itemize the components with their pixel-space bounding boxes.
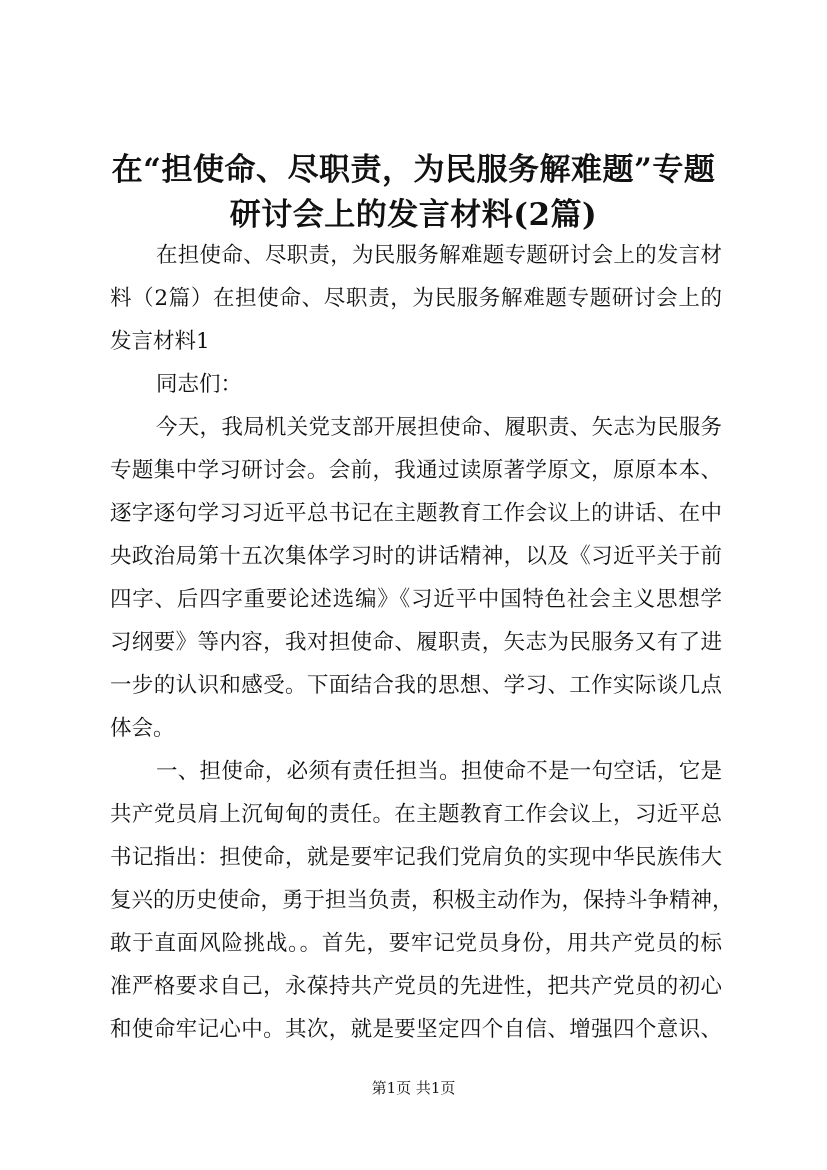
body-line: 敢于直面风险挑战。。首先，要牢记党员身份，用共产党员的标	[110, 931, 722, 956]
body-line: 今天，我局机关党支部开展担使命、履职责、矢志为民服务	[156, 415, 722, 440]
body-line: 逐字逐句学习习近平总书记在主题教育工作会议上的讲话、在中	[110, 501, 722, 526]
body-line: 复兴的历史使命，勇于担当负责，积极主动作为，保持斗争精神，	[110, 888, 734, 913]
document-body	[110, 234, 734, 1051]
title-line-1: 在“担使命、尽职责，为民服务解难题”专题	[111, 152, 716, 188]
body-line: 和使命牢记心中。其次，就是要坚定四个自信、增强四个意识、	[110, 1017, 722, 1042]
body-line: 一步的认识和感受。下面结合我的思想、学习、工作实际谈几点	[110, 673, 722, 698]
body-line: 四字、后四字重要论述选编》《习近平中国特色社会主义思想学	[110, 587, 722, 612]
body-line: 一、担使命，必须有责任担当。担使命不是一句空话，它是	[156, 759, 722, 784]
body-line: 书记指出：担使命，就是要牢记我们党肩负的实现中华民族伟大	[110, 845, 722, 870]
body-line: 专题集中学习研讨会。会前，我通过读原著学原文，原原本本、	[110, 458, 722, 483]
body-line: 央政治局第十五次集体学习时的讲话精神，以及《习近平关于前	[110, 544, 722, 569]
body-line: 在担使命、尽职责，为民服务解难题专题研讨会上的发言材	[156, 243, 722, 268]
page-footer: 第1页 共1页	[371, 1079, 456, 1097]
body-line: 习纲要》等内容，我对担使命、履职责，矢志为民服务又有了进	[110, 630, 722, 655]
body-line: 体会。	[110, 716, 175, 741]
body-line: 同志们：	[156, 372, 243, 397]
document-title	[100, 148, 727, 238]
body-line: 准严格要求自己，永葆持共产党员的先进性，把共产党员的初心	[110, 974, 722, 999]
title-line-2: 研讨会上的发言材料(2篇)	[229, 197, 598, 233]
body-line: 料（2篇）在担使命、尽职责，为民服务解难题专题研讨会上的	[110, 286, 722, 311]
body-line: 发言材料1	[110, 329, 210, 354]
body-line: 共产党员肩上沉甸甸的责任。在主题教育工作会议上，习近平总	[110, 802, 722, 827]
